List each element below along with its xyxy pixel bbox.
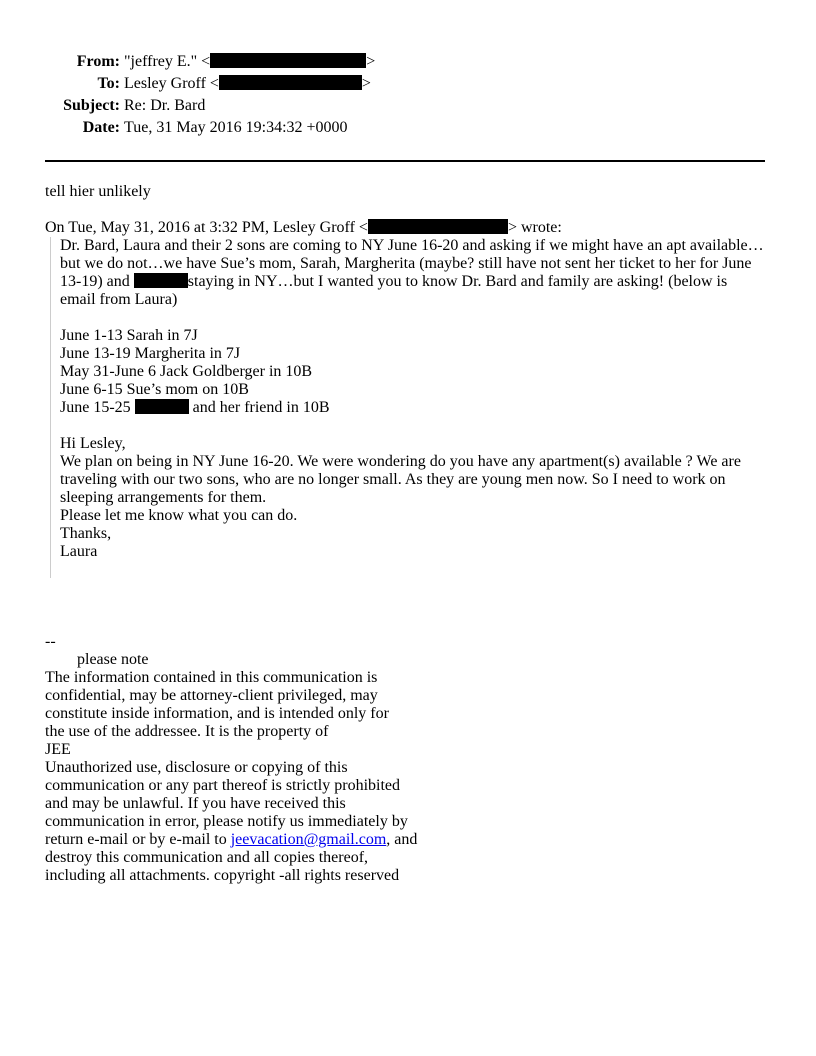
from-value — [124, 53, 375, 71]
quote-line: email from Laura) — [60, 291, 178, 308]
redaction-box — [134, 273, 188, 288]
disclaimer-line: including all attachments. copyright -all rights reserved — [45, 867, 400, 884]
disclaimer-line: communication or any part thereof is strictly prohibited — [45, 777, 401, 794]
disclaimer-line — [45, 831, 445, 849]
redaction-box — [210, 53, 366, 68]
schedule-detail: and her friend in 10B — [192, 399, 330, 416]
quote-line — [60, 273, 766, 291]
redaction-box — [135, 399, 189, 414]
disclaimer-line: The information contained in this communication is — [45, 669, 378, 686]
email-link[interactable]: jeevacation@gmail.com — [230, 831, 387, 848]
disclaimer-line: the use of the addressee. It is the property of — [45, 723, 329, 740]
schedule-item: June 1-13 Sarah in 7J — [60, 327, 198, 344]
quote-line: We plan on being in NY June 16-20. We were wondering do you have any apartment(s) available ? We are — [60, 453, 741, 470]
schedule-item — [60, 399, 766, 417]
attribution-prefix: On Tue, May 31, 2016 at 3:32 PM, Lesley Groff < — [45, 219, 368, 236]
to-label: To: — [97, 75, 120, 92]
quote-closing: Thanks, — [60, 525, 112, 542]
quote-line: Please let me know what you can do. — [60, 507, 298, 524]
quote-line: Dr. Bard, Laura and their 2 sons are coming to NY June 16-20 and asking if we might have an apt available… — [60, 237, 764, 254]
disclaimer-line: destroy this communication and all copies thereof, — [45, 849, 369, 866]
disclaimer-line: constitute inside information, and is intended only for — [45, 705, 389, 722]
from-label: From: — [76, 53, 120, 70]
quote-attribution — [45, 219, 562, 237]
email-prefix: return e-mail or by e-mail to — [45, 831, 231, 848]
quote-greeting: Hi Lesley, — [60, 435, 126, 452]
redaction-box — [368, 219, 508, 234]
signature-dashes: -- — [45, 633, 56, 650]
to-value — [124, 75, 371, 93]
quote-line-start: 13-19) and — [60, 273, 130, 290]
from-name: "jeffrey E." < — [124, 53, 211, 70]
to-tail: > — [361, 75, 371, 92]
quote-line: sleeping arrangements for them. — [60, 489, 267, 506]
schedule-item: June 13-19 Margherita in 7J — [60, 345, 241, 362]
attribution-suffix: > wrote: — [507, 219, 562, 236]
disclaimer-line: confidential, may be attorney-client privileged, may — [45, 687, 378, 704]
quote-line: but we do not…we have Sue’s mom, Sarah, Margherita (maybe? still have not sent her ticket to her for June — [60, 255, 752, 272]
to-name: Lesley Groff < — [124, 75, 219, 92]
subject-value: Re: Dr. Bard — [124, 97, 206, 114]
disclaimer-line: JEE — [45, 741, 71, 758]
redaction-box — [219, 75, 362, 90]
spacer — [60, 309, 766, 327]
quote-signature-name: Laura — [60, 543, 98, 560]
spacer — [60, 417, 766, 435]
header-divider — [45, 160, 765, 162]
disclaimer-line: and may be unlawful. If you have received this — [45, 795, 346, 812]
disclaimer-line: communication in error, please notify us immediately by — [45, 813, 408, 830]
date-label: Date: — [82, 119, 120, 136]
schedule-item: May 31-June 6 Jack Goldberger in 10B — [60, 363, 313, 380]
date-value: Tue, 31 May 2016 19:34:32 +0000 — [124, 119, 348, 136]
quote-line-end: staying in NY…but I wanted you to know Dr. Bard and family are asking! (below is — [187, 273, 728, 290]
email-signature — [45, 633, 445, 885]
disclaimer-line: Unauthorized use, disclosure or copying of this — [45, 759, 348, 776]
from-tail: > — [366, 53, 376, 70]
quote-line: traveling with our two sons, who are no longer small. As they are young men now. So I need to work on — [60, 471, 726, 488]
schedule-item: June 6-15 Sue’s mom on 10B — [60, 381, 249, 398]
quoted-message — [50, 237, 766, 578]
signature-note: please note — [77, 651, 149, 668]
reply-text: tell hier unlikely — [45, 183, 151, 200]
subject-label: Subject: — [63, 97, 120, 114]
schedule-dates: June 15-25 — [60, 399, 131, 416]
email-suffix: , and — [386, 831, 418, 848]
